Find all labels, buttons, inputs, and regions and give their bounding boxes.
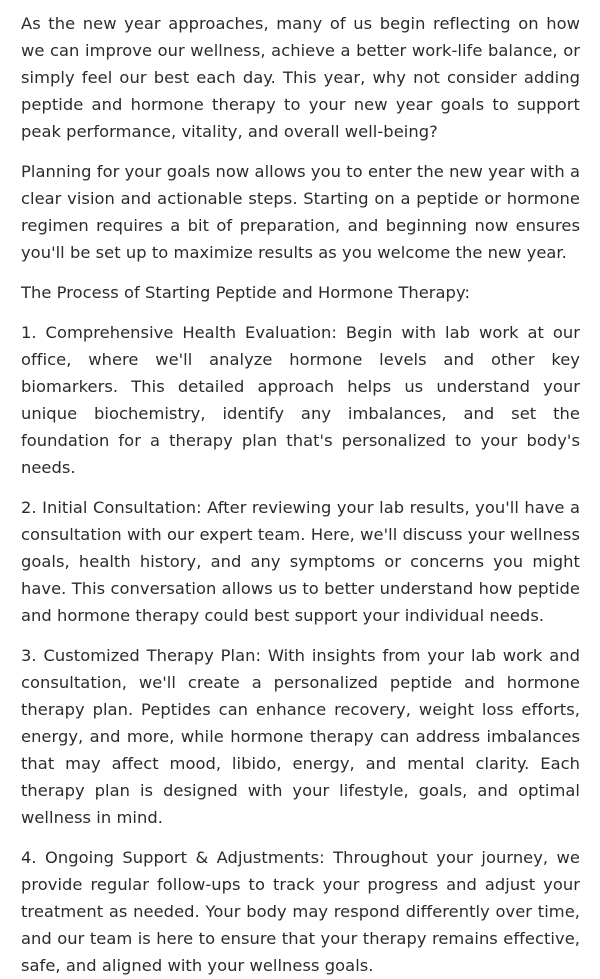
article-body	[21, 10, 580, 979]
step-3-customized-therapy-plan: 3. Customized Therapy Plan: With insights from your lab work and consultation, we'll create a personalized peptide and hormone therapy plan. Peptides can enhance recovery, weight loss efforts, energy, and more, while hormone therapy can address imbalances that may affect mood, libido, energy, and mental clarity. Each therapy plan is designed with your lifestyle, goals, and optimal wellness in mind.	[21, 646, 580, 827]
intro-paragraph-2: Planning for your goals now allows you to enter the new year with a clear vision and actionable steps. Starting on a peptide or hormone regimen requires a bit of preparation, and beginning now ensures you'll be set up to maximize results as you welcome the new year.	[21, 162, 580, 262]
intro-paragraph-1: As the new year approaches, many of us begin reflecting on how we can improve our wellness, achieve a better work-life balance, or simply feel our best each day. This year, why not consider adding peptide and hormone therapy to your new year goals to support peak performance, vitality, and overall well-being?	[21, 14, 580, 141]
step-2-initial-consultation: 2. Initial Consultation: After reviewing your lab results, you'll have a consultation with our expert team. Here, we'll discuss your wellness goals, health history, and any symptoms or concerns you might have. This conversation allows us to better understand how peptide and hormone therapy could best support your individual needs.	[21, 498, 580, 625]
step-4-ongoing-support-adjustments: 4. Ongoing Support & Adjustments: Throughout your journey, we provide regular follow-ups to track your progress and adjust your treatment as needed. Your body may respond differently over time, and our team is here to ensure that your therapy remains effective, safe, and aligned with your wellness goals.	[21, 848, 580, 975]
process-heading: The Process of Starting Peptide and Hormone Therapy:	[21, 283, 470, 302]
step-1-comprehensive-health-evaluation: 1. Comprehensive Health Evaluation: Begin with lab work at our office, where we'll analyze hormone levels and other key biomarkers. This detailed approach helps us understand your unique biochemistry, identify any imbalances, and set the foundation for a therapy plan that's personalized to your body's needs.	[21, 323, 580, 477]
